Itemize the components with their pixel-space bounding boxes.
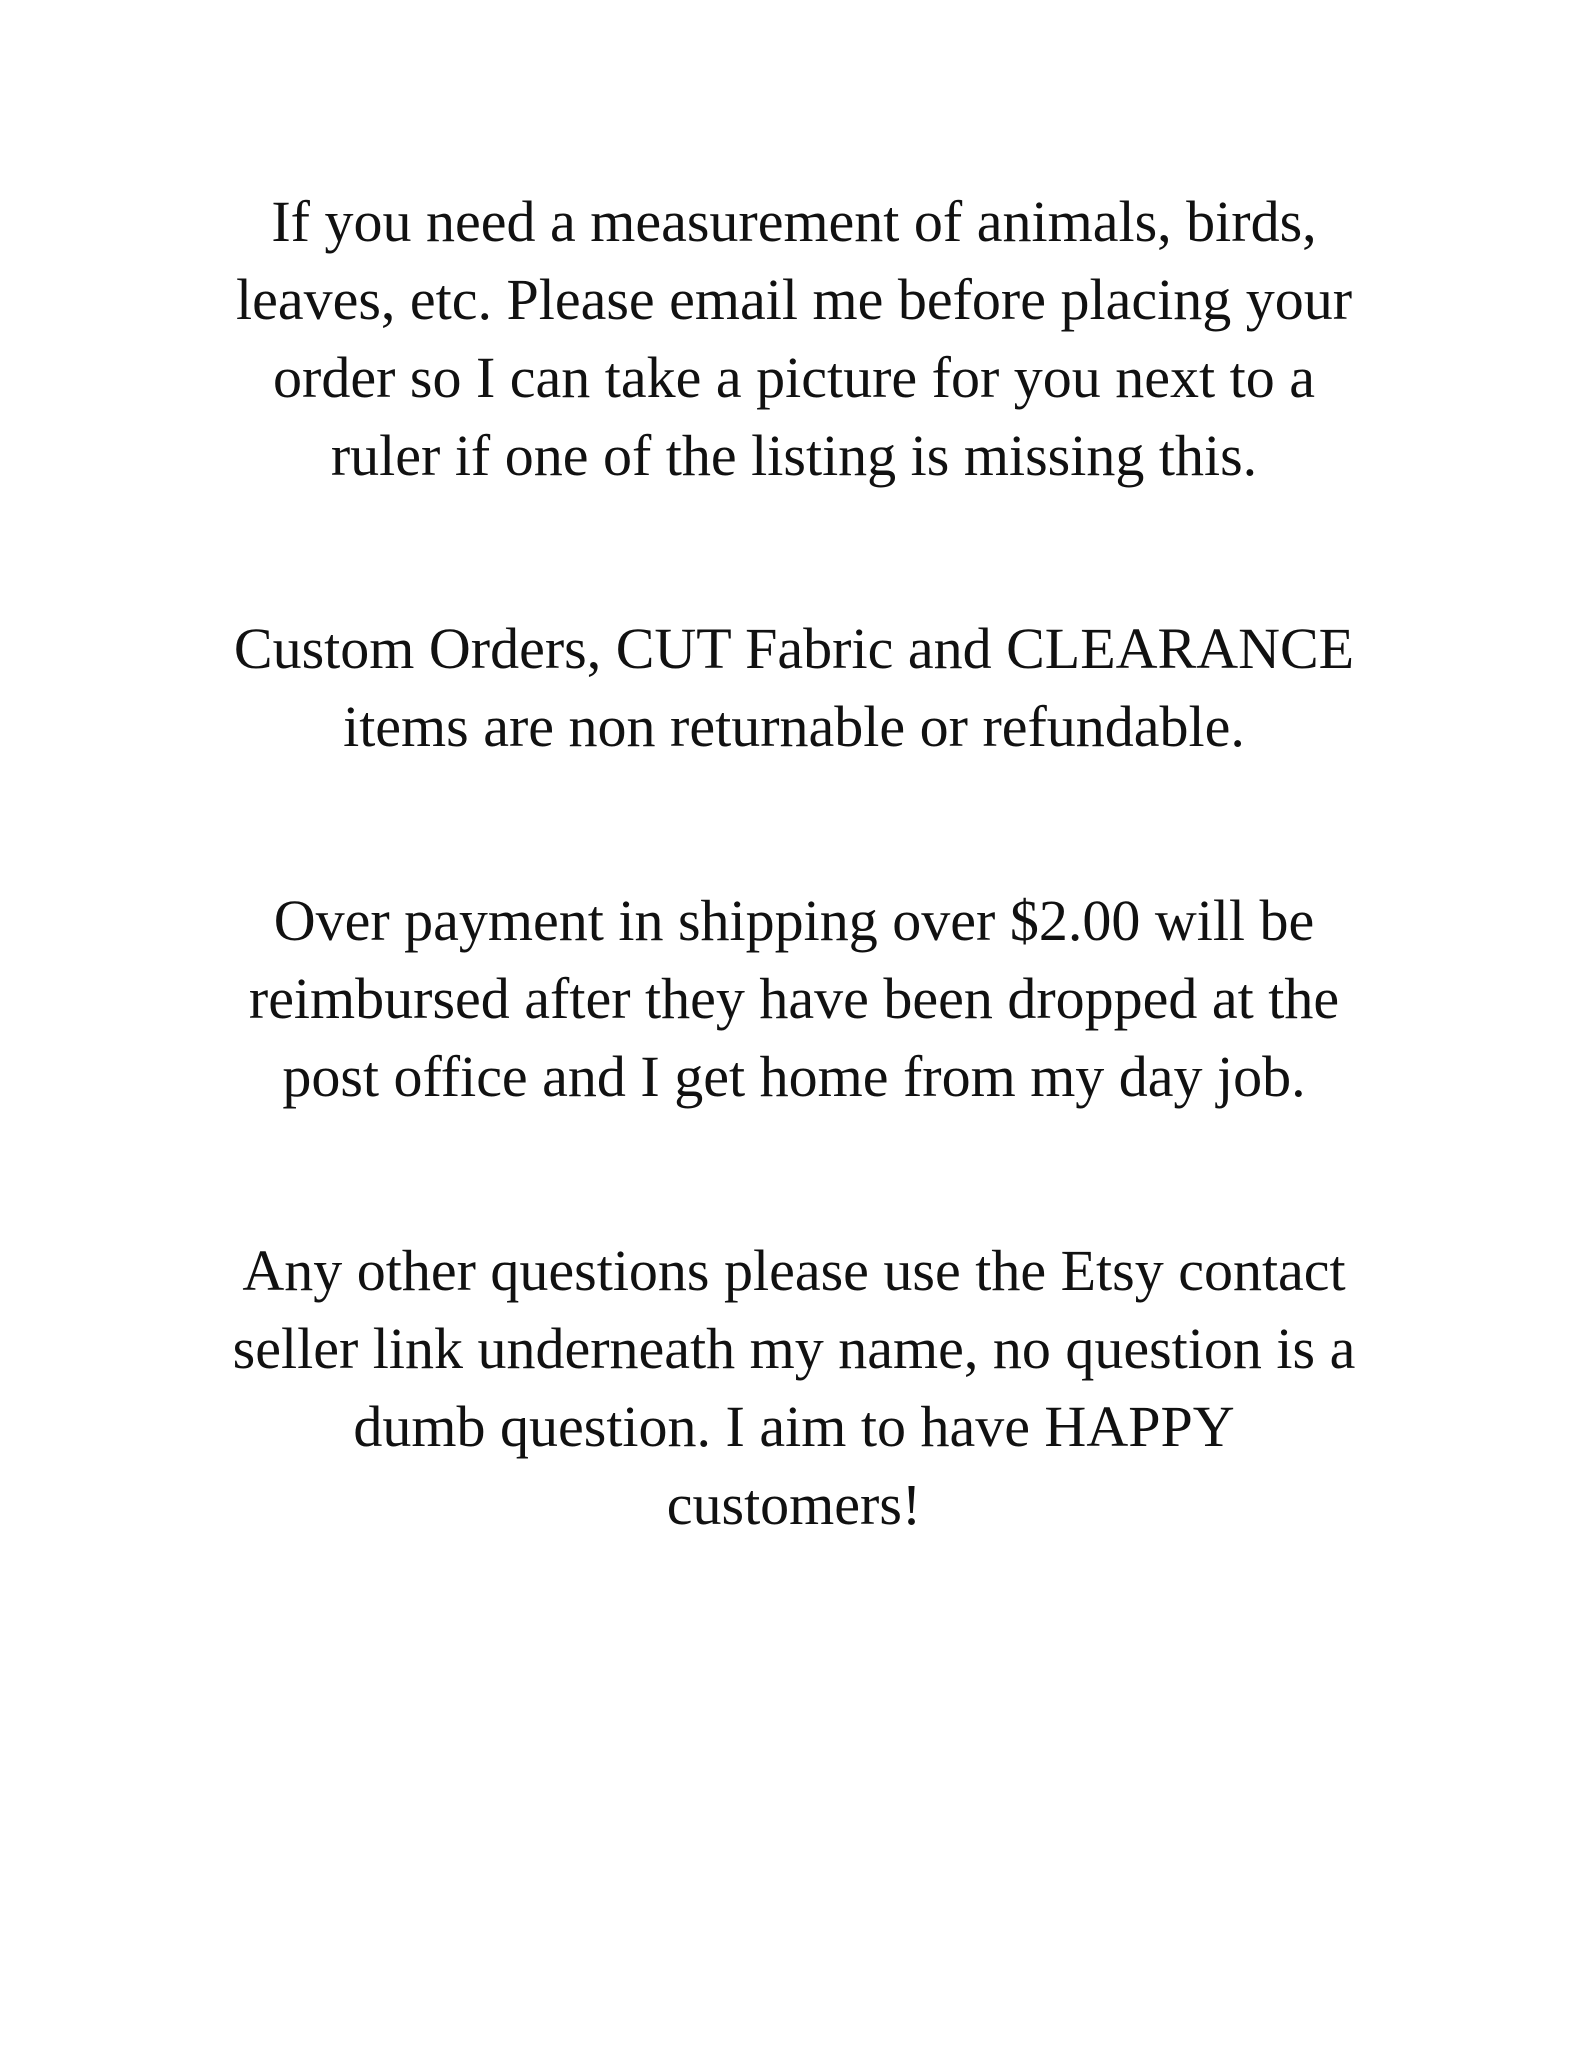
text-line: post office and I get home from my day job.: [282, 1044, 1306, 1109]
text-line: leaves, etc. Please email me before placing your: [235, 267, 1353, 332]
text-line: ruler if one of the listing is missing this.: [330, 423, 1258, 488]
shipping-overpayment-paragraph: [150, 882, 1438, 1116]
text-line: Over payment in shipping over $2.00 will be: [273, 888, 1315, 953]
text-line: dumb question. I aim to have HAPPY: [353, 1394, 1235, 1459]
measurement-note-paragraph: [150, 183, 1438, 495]
text-line: items are non returnable or refundable.: [343, 694, 1245, 759]
text-line: order so I can take a picture for you next to a: [273, 345, 1315, 410]
text-line: Custom Orders, CUT Fabric and CLEARANCE: [233, 616, 1355, 681]
text-line: reimbursed after they have been dropped at the: [248, 966, 1340, 1031]
text-line: customers!: [666, 1472, 922, 1537]
contact-questions-paragraph: [150, 1232, 1438, 1544]
returns-policy-paragraph: [150, 610, 1438, 766]
text-line: If you need a measurement of animals, birds,: [271, 189, 1317, 254]
text-line: Any other questions please use the Etsy contact: [242, 1238, 1346, 1303]
text-line: seller link underneath my name, no question is a: [232, 1316, 1356, 1381]
